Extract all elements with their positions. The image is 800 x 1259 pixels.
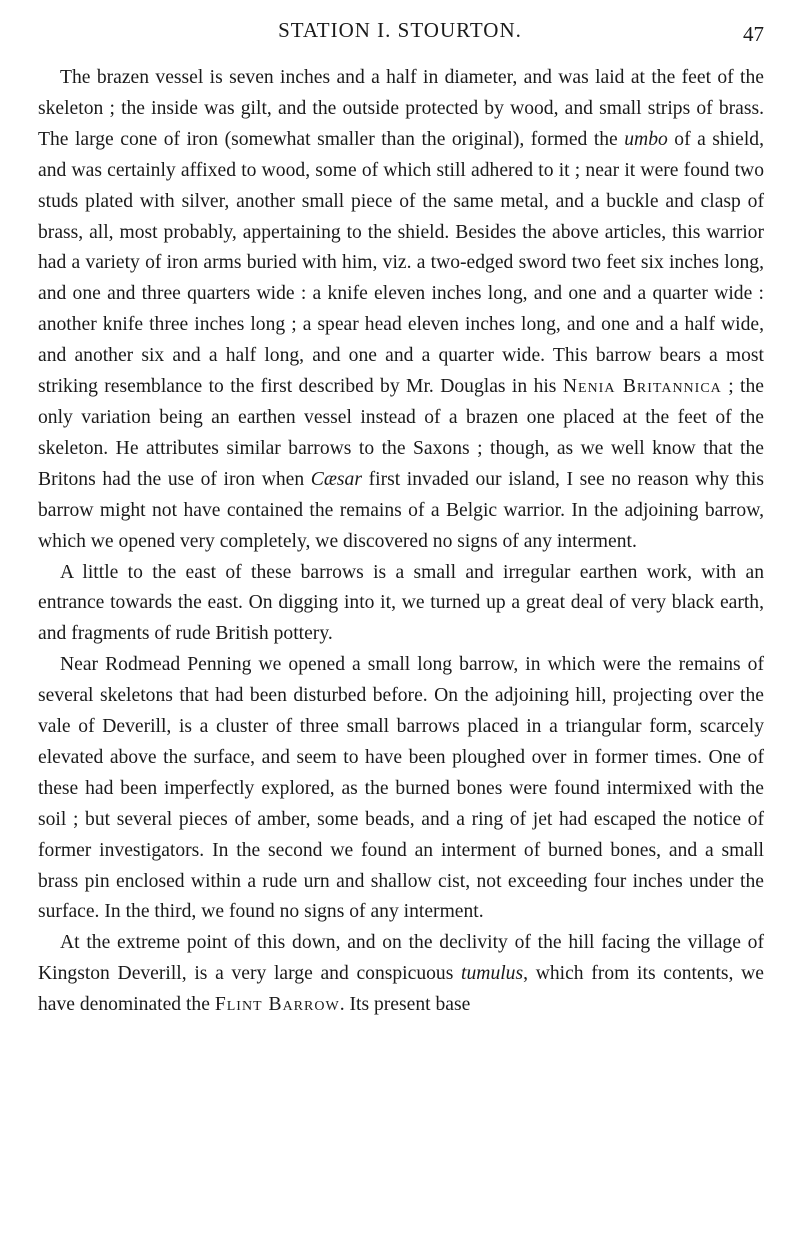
text-run: Near Rodmead Penning we opened a small long barrow, in which were the remains of several skeletons that had been disturbed before. On the adjoining hill, projecting over the vale of Deverill, is a cluster of three small barrows placed in a triangular form, scarcely elevated above the surface, and seem to have been ploughed over in former times. One of these had been imperfectly explored, as the burned bones were found intermixed with the soil ; but several pieces of amber, some beads, and a ring of jet had escaped the notice of former investigators. In the second we found an interment of burned bones, and a small brass pin enclosed within a rude urn and shallow cist, not exceeding four inches under the surface. In the third, we found no signs of any interment. [38,654,764,923]
italic-term-umbo: umbo [624,128,668,150]
paragraph-flint-barrow [38,928,764,1021]
text-run: The brazen vessel is seven inches and a half in diameter, and was laid at the feet of the skeleton ; the inside was gilt, and the outside protected by wood, and small strips of brass. The large cone of iron (somewhat smaller than the original), formed the [38,67,764,150]
text-run: At the extreme point of this down, and on the declivity of the hill facing the village of Kingston Deverill, is a very large and conspicuous [38,932,764,985]
text-run: ; the only variation being an earthen vessel instead of a brazen one placed at the feet of the skeleton. He attributes similar barrows to the Saxons ; though, as we well know that the Britons had the use of iron when [38,376,764,490]
paragraph-rodmead-penning [38,650,764,928]
italic-term-tumulus: tumulus [461,963,524,985]
text-run: . Its present base [339,994,471,1016]
small-caps-flint-barrow: Flint Barrow [214,994,340,1016]
text-run: first invaded our island, I see no reason why this barrow might not have contained the remains of a Belgic warrior. In the adjoining barrow, which we opened very completely, we discovered no signs of any interment. [38,468,764,552]
paragraph-earthen-work [38,558,764,651]
small-caps-book-title: Nenia Britannica [562,376,722,398]
page-number: 47 [743,22,764,46]
text-run: of a shield, and was certainly affixed to wood, some of which still adhered to it ; near it were found two studs plated with silver, another small piece of the same metal, and a buckle and clasp of brass, all, most probably, appertaining to the shield. Besides the above articles, this warrior had a variety of iron arms buried with him, viz. a two-edged sword two feet six inches long, and one and three quarters wide : a knife eleven inches long, and one and a quarter wide : another knife three inches long ; a spear head eleven inches long, and one and a half wide, and another six and a half long, and one and a quarter wide. This barrow bears a most striking resemblance to the first described by Mr. Douglas in his [38,128,764,398]
text-run: , which from its contents, we have denominated the [38,963,764,1016]
running-title: STATION I. STOURTON. [278,18,522,42]
paragraph-brazen-vessel [38,63,764,558]
italic-name-caesar: Cæsar [310,468,362,490]
running-head [0,14,800,50]
text-run: A little to the east of these barrows is a small and irregular earthen work, with an entrance towards the east. On digging into it, we turned up a great deal of very black earth, and fragments of rude British pottery. [38,561,764,645]
body-text [38,63,764,1021]
